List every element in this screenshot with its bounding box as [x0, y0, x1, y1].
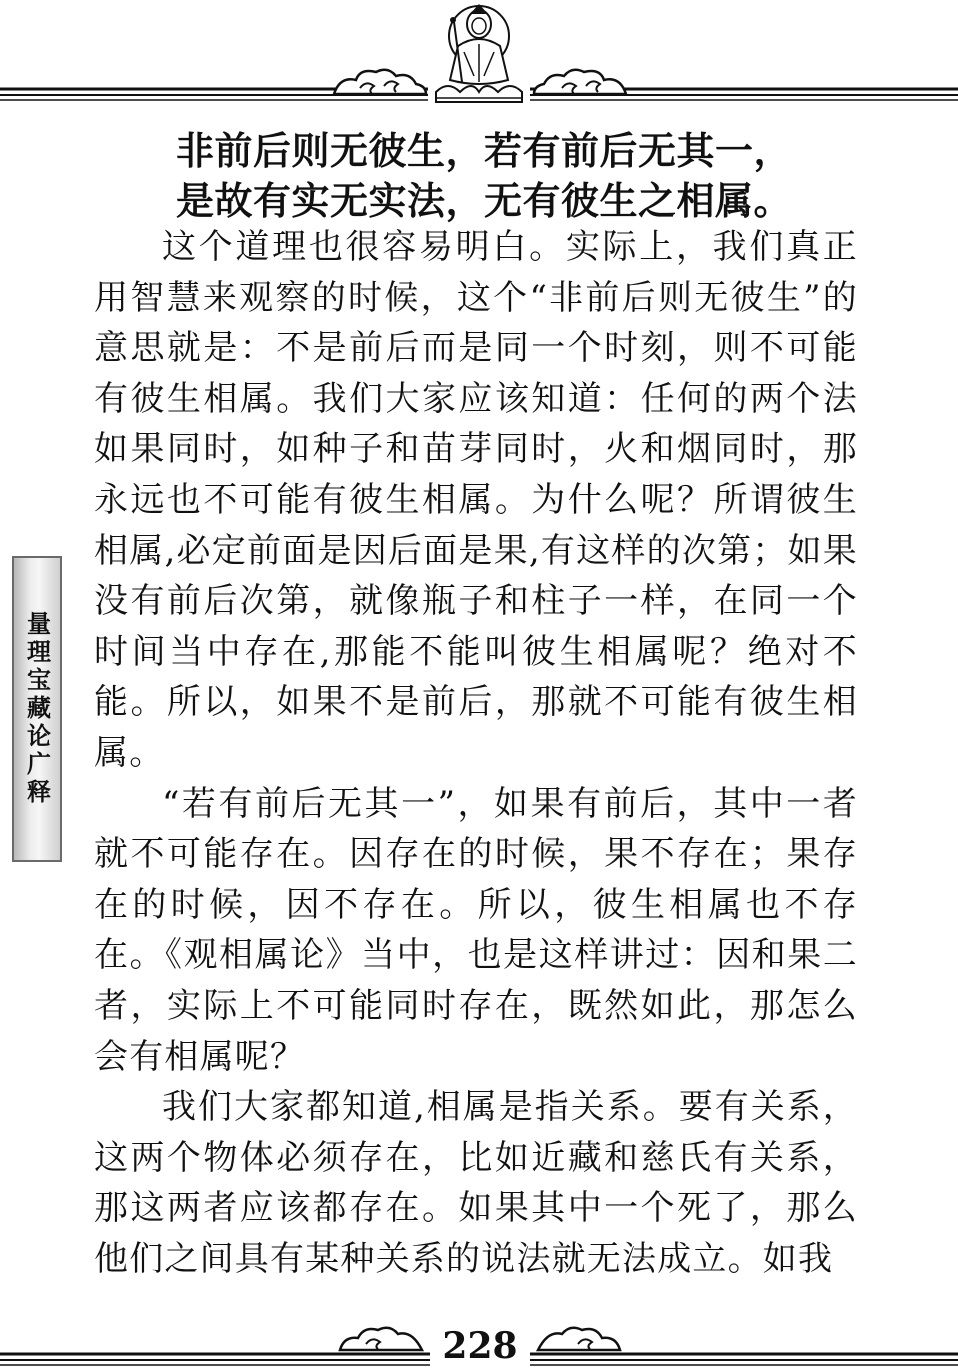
side-tab-book-title: [12, 556, 62, 862]
verse-line-2: 是故有实无实法，无有彼生之相属。: [176, 179, 793, 223]
verse-line-1: 非前后则无彼生，若有前后无其一，: [176, 129, 793, 173]
verse-heading: [176, 126, 816, 226]
bottom-right-cloud-ornament-icon: [534, 1322, 624, 1352]
paragraph-1: 这个道理也很容易明白。实际上，我们真正用智慧来观察的时候，这个“非前后则无彼生”的意思就是：不是前后而是同一个时刻，则不可能有彼生相属。我们大家应该知道：任何的两个法如果同时，如种子和苗芽同时，火和烟同时，那永远也不可能有彼生相属。为什么呢？所谓彼生相属,必定前面是因后面是果,有这样的次第；如果没有前后次第，就像瓶子和柱子一样，在同一个时间当中存在,那能不能叫彼生相属呢？绝对不能。所以，如果不是前后，那就不可能有彼生相属。: [94, 227, 858, 773]
paragraph-3: 我们大家都知道,相属是指关系。要有关系，这两个物体必须存在，比如近藏和慈氏有关系，那这两者应该都存在。如果其中一个死了，那么他们之间具有某种关系的说法就无法成立。如我: [94, 1087, 858, 1279]
left-cloud-ornament-icon: [330, 64, 430, 100]
right-cloud-ornament-icon: [530, 64, 630, 100]
paragraph-2: “若有前后无其一”，如果有前后，其中一者就不可能存在。因存在的时候，果不存在；果存在的时候，因不存在。所以，彼生相属也不存在。《观相属论》当中，也是这样讲过：因和果二者，实际上不可能同时存在，既然如此，那怎么会有相属呢？: [94, 783, 858, 1077]
bottom-left-cloud-ornament-icon: [336, 1322, 426, 1352]
page-number: 228: [430, 1326, 530, 1366]
padmasambhava-deity-icon: [428, 2, 530, 106]
side-tab-title-text: 量理宝藏论广释: [22, 611, 52, 807]
commentary-body: [94, 222, 858, 1284]
